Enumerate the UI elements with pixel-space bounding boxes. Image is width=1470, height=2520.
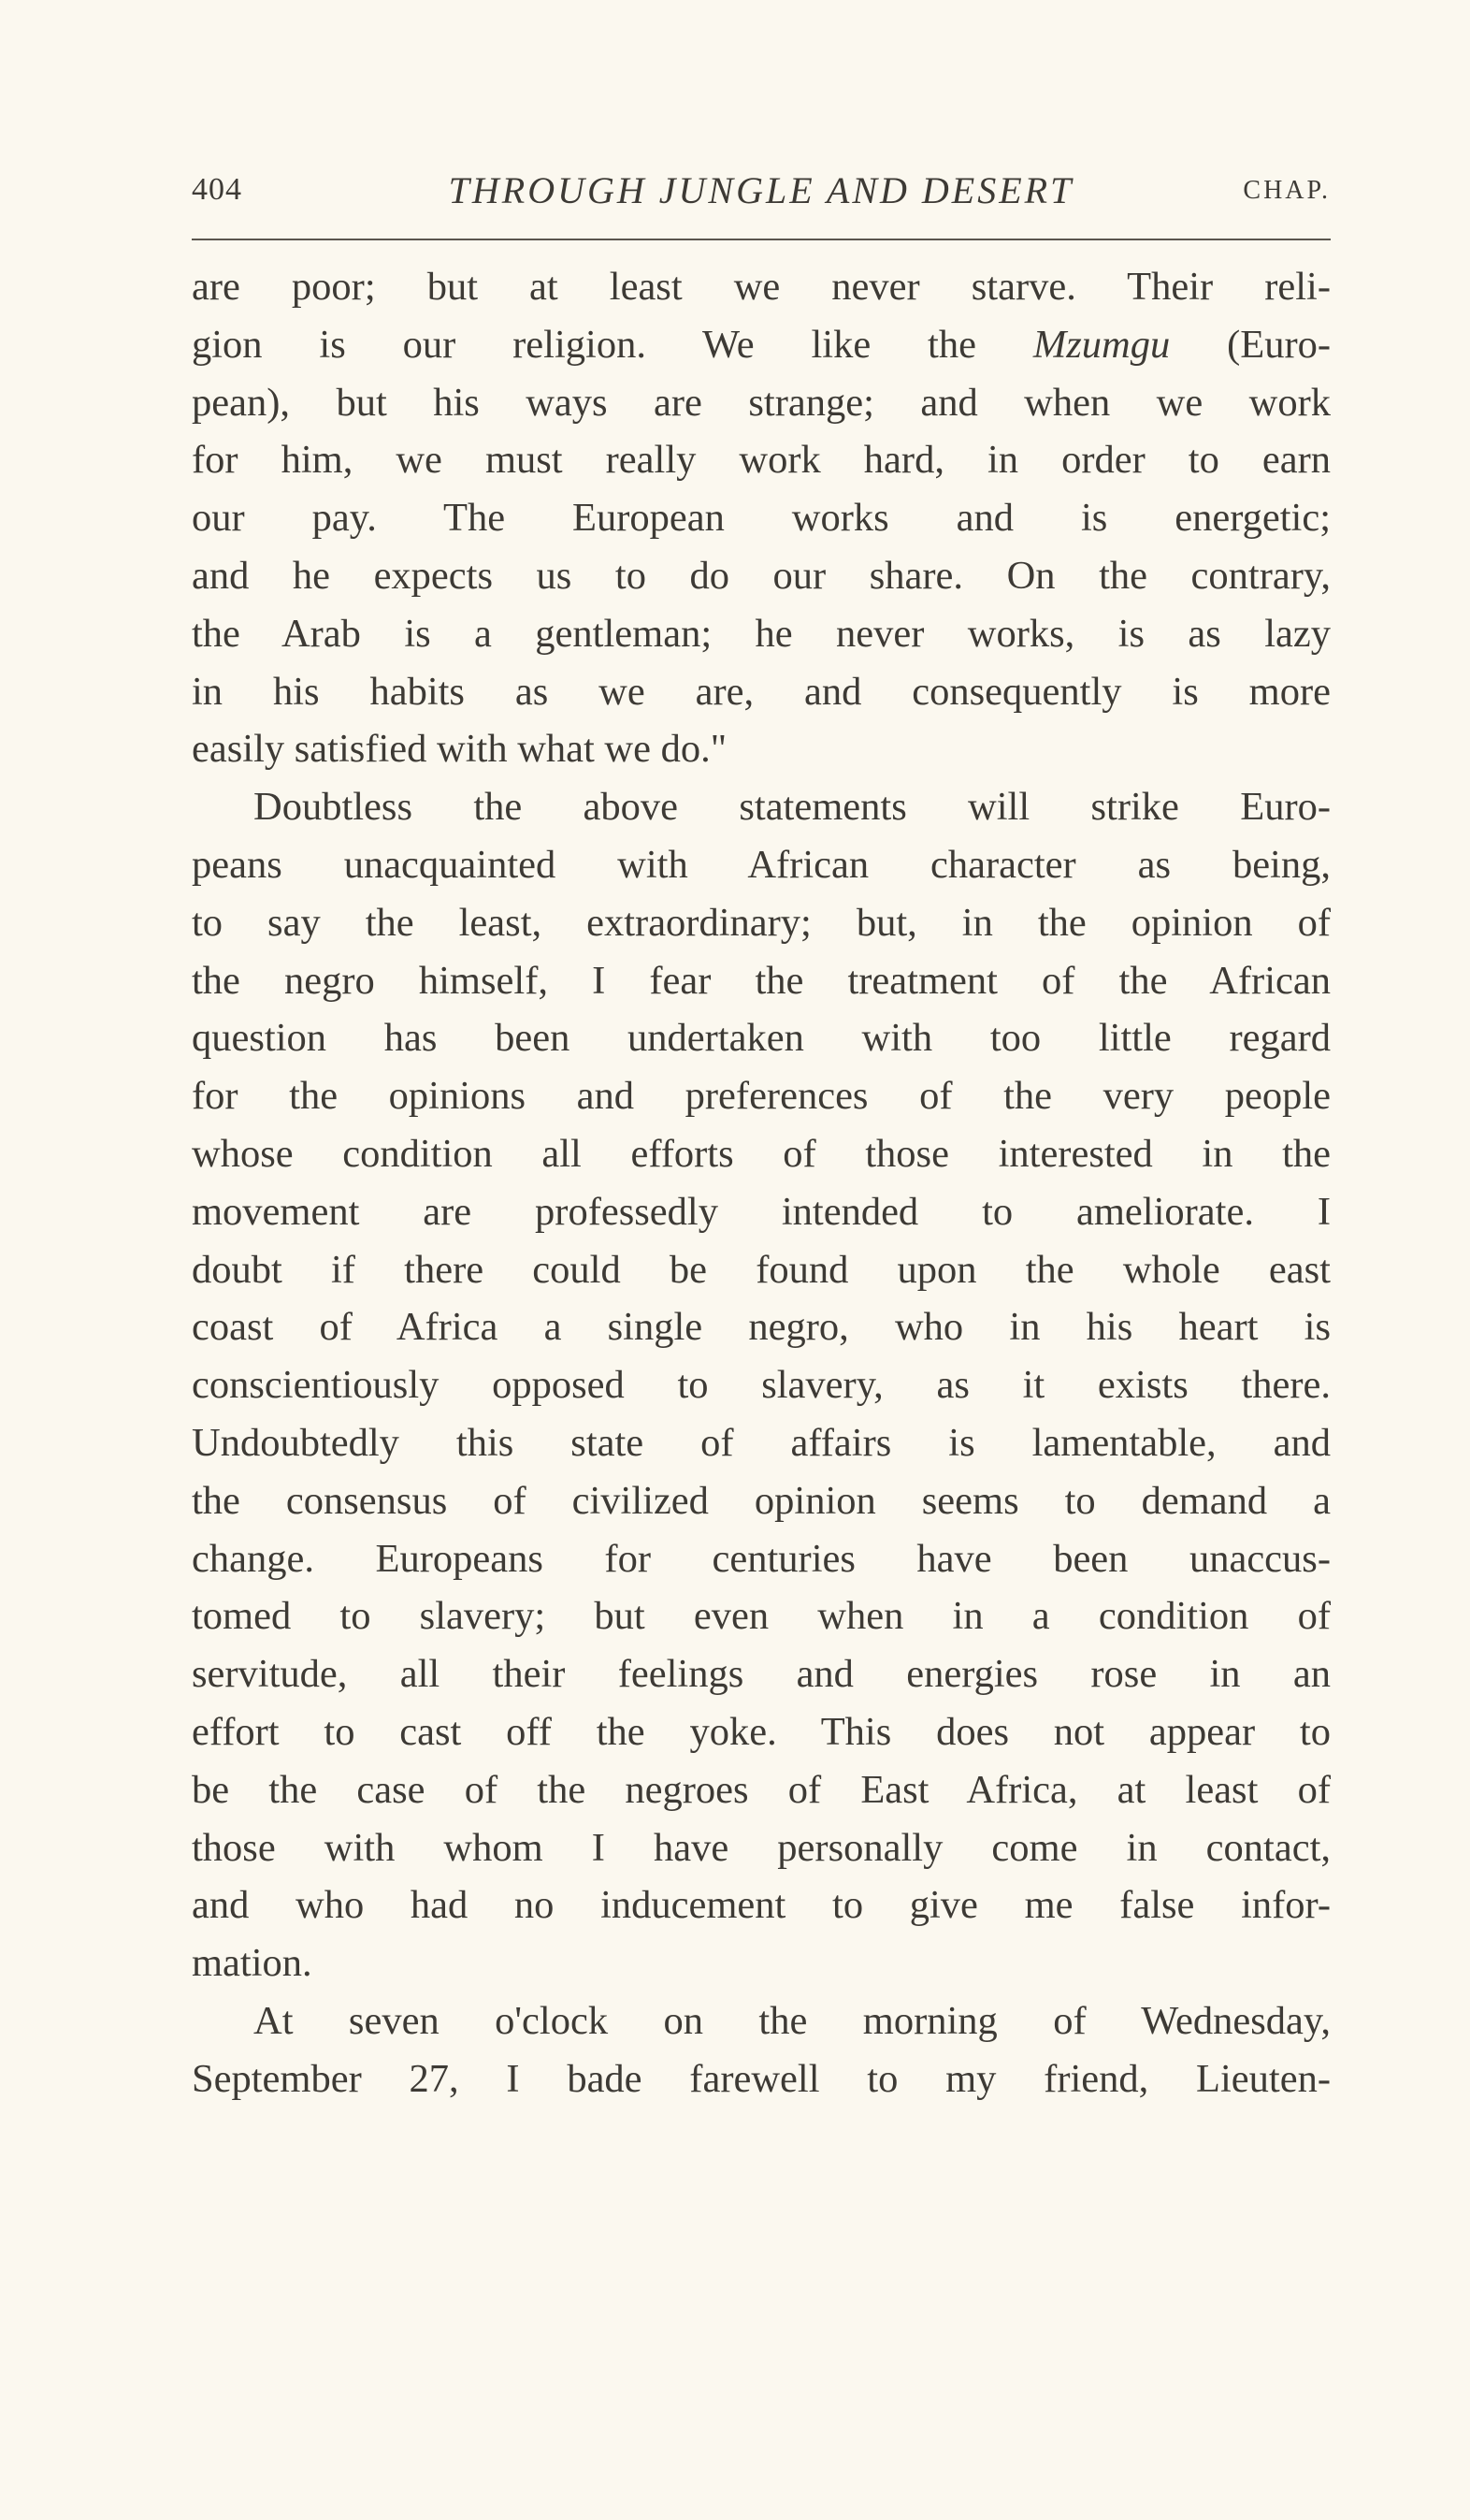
text-line: Undoubtedly this state of affairs is lamentable, and xyxy=(192,1420,1331,1465)
text-line: our pay. The European works and is energetic; xyxy=(192,496,1331,541)
text-line: and who had no inducement to give me false infor- xyxy=(192,1883,1331,1928)
italic-word: Mzumgu xyxy=(1032,322,1171,367)
text-line: and he expects us to do our share. On the contrary, xyxy=(192,553,1331,598)
text-line: be the case of the negroes of East Africa, at least of xyxy=(192,1767,1331,1812)
running-title: THROUGH JUNGLE AND DESERT xyxy=(448,169,1074,211)
text-line: peans unacquainted with African character as being, xyxy=(192,842,1331,887)
text-fragment: (Euro- xyxy=(1170,322,1331,367)
text-line: in his habits as we are, and consequently is more xyxy=(192,669,1331,714)
text-line: the consensus of civilized opinion seems to demand a xyxy=(192,1478,1331,1523)
text-line: servitude, all their feelings and energies rose in an xyxy=(192,1652,1331,1697)
text-line: the Arab is a gentleman; he never works, is as lazy xyxy=(192,611,1331,656)
text-line: for the opinions and preferences of the very people xyxy=(192,1074,1331,1119)
header-rule xyxy=(192,239,1331,240)
running-head xyxy=(192,168,1331,223)
text-line: At seven o'clock on the morning of Wednesday, xyxy=(253,1998,1331,2043)
text-line: those with whom I have personally come in contact, xyxy=(192,1825,1331,1870)
text-line: are poor; but at least we never starve. Their reli- xyxy=(192,265,1331,309)
text-line: whose condition all efforts of those interested in the xyxy=(192,1131,1331,1176)
text-line: for him, we must really work hard, in order to earn xyxy=(192,438,1331,483)
text-line: the negro himself, I fear the treatment of the African xyxy=(192,958,1331,1003)
text-line: conscientiously opposed to slavery, as it exists there. xyxy=(192,1363,1331,1408)
text-line: change. Europeans for centuries have been unaccus- xyxy=(192,1536,1331,1581)
body-text xyxy=(192,258,1331,2108)
text-line: to say the least, extraordinary; but, in the opinion of xyxy=(192,900,1331,945)
page-number: 404 xyxy=(192,172,242,207)
text-line: coast of Africa a single negro, who in his heart is xyxy=(192,1305,1331,1350)
text-line: effort to cast off the yoke. This does not appear to xyxy=(192,1709,1331,1754)
text-line: question has been undertaken with too little regard xyxy=(192,1016,1331,1061)
text-line: tomed to slavery; but even when in a condition of xyxy=(192,1594,1331,1639)
text-line: movement are professedly intended to ameliorate. I xyxy=(192,1189,1331,1234)
text-line: Doubtless the above statements will strike Euro- xyxy=(253,785,1331,830)
text-line: mation. xyxy=(192,1941,312,1986)
text-line: September 27, I bade farewell to my friend, Lieuten- xyxy=(192,2056,1331,2101)
text-line: pean), but his ways are strange; and when we work xyxy=(192,380,1331,425)
chapter-label: CHAP. xyxy=(1243,176,1331,205)
text-line xyxy=(192,316,1331,374)
text-line: doubt if there could be found upon the whole east xyxy=(192,1247,1331,1292)
text-line: easily satisfied with what we do." xyxy=(192,727,728,772)
text-fragment: gion is our religion. We like the xyxy=(192,322,1033,367)
